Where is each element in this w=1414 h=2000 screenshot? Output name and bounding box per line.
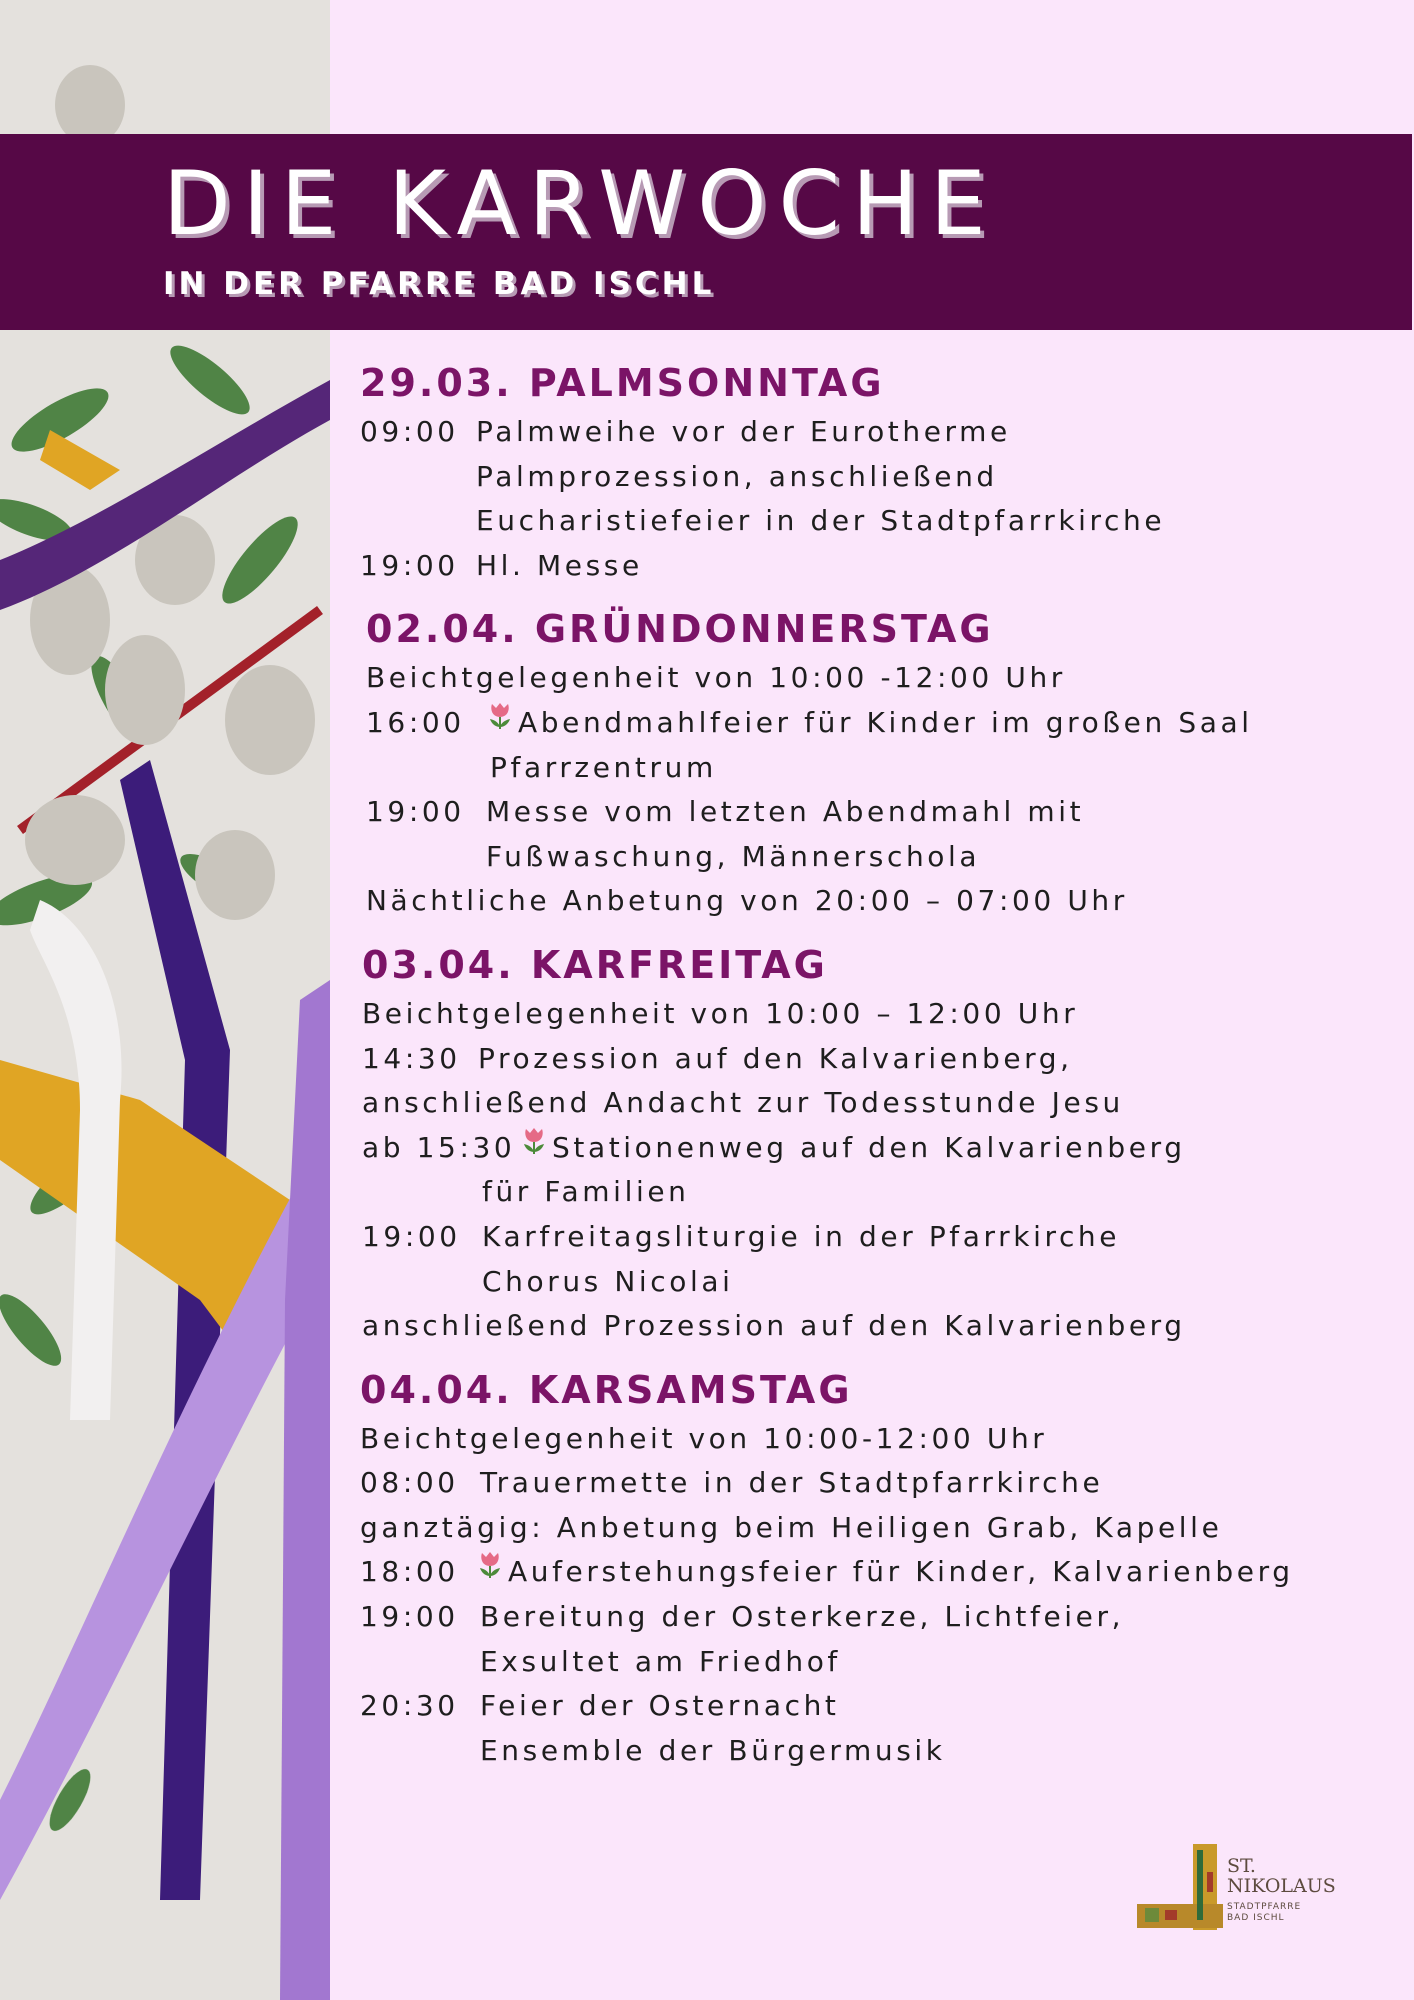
- event: Chorus Nicolai: [482, 1264, 734, 1298]
- event: Feier der Osternacht: [480, 1689, 840, 1723]
- event: Stationenweg auf den Kalvarienberg: [552, 1130, 1186, 1164]
- time: 20:30: [360, 1689, 459, 1723]
- event: Nächtliche Anbetung von 20:00 – 07:00 Uhr: [366, 884, 1128, 918]
- schedule-line: [366, 746, 1360, 791]
- event: Fußwaschung, Männerschola: [486, 839, 981, 873]
- time: 19:00: [362, 1219, 461, 1253]
- schedule: [360, 356, 1360, 1787]
- event: anschließend Andacht zur Todesstunde Jesu: [362, 1086, 1124, 1120]
- day-heading: 03.04. KARFREITAG: [362, 942, 828, 987]
- tulip-icon: [486, 701, 514, 731]
- time: 19:00: [366, 795, 465, 829]
- event: Palmweihe vor der Eurotherme: [476, 415, 1011, 448]
- event: anschließend Prozession auf den Kalvarienberg: [362, 1309, 1186, 1343]
- schedule-line: [366, 656, 1360, 701]
- logo-line-2: NIKOLAUS: [1227, 1875, 1336, 1897]
- event: ganztägig: Anbetung beim Heiligen Grab, Kapelle: [360, 1510, 1223, 1544]
- day-karfreitag: [360, 938, 1360, 1349]
- day-palmsonntag: [360, 356, 1360, 588]
- event: für Familien: [482, 1175, 690, 1209]
- event: Karfreitagsliturgie in der Pfarrkirche: [482, 1219, 1121, 1253]
- day-heading: 02.04. GRÜNDONNERSTAG: [366, 607, 994, 652]
- schedule-line: [360, 1729, 1360, 1774]
- schedule-line: [362, 992, 1360, 1037]
- schedule-line: [360, 1550, 1360, 1595]
- day-heading: 04.04. KARSAMSTAG: [360, 1367, 853, 1412]
- time: 14:30: [362, 1041, 461, 1075]
- logo-mark-icon: [1135, 1842, 1225, 1932]
- event: Beichtgelegenheit von 10:00-12:00 Uhr: [360, 1421, 1048, 1455]
- schedule-line: [360, 455, 1360, 500]
- schedule-line: [360, 499, 1360, 544]
- schedule-line: [360, 1417, 1360, 1462]
- schedule-line: [360, 410, 1360, 455]
- time: 08:00: [360, 1466, 459, 1500]
- time: 16:00: [366, 705, 465, 739]
- page-title: DIE KARWOCHE: [163, 152, 998, 255]
- schedule-line: [366, 790, 1360, 835]
- schedule-line: [362, 1304, 1360, 1349]
- tulip-icon: [476, 1550, 504, 1580]
- schedule-line: [366, 879, 1360, 924]
- logo-line-1: ST.: [1227, 1855, 1256, 1877]
- schedule-line: [366, 835, 1360, 880]
- event: Beichtgelegenheit von 10:00 – 12:00 Uhr: [362, 996, 1079, 1030]
- time: 19:00: [360, 1600, 459, 1634]
- event: Trauermette in der Stadtpfarrkirche: [480, 1466, 1104, 1500]
- logo-text: [1227, 1856, 1336, 1896]
- page-subtitle: IN DER PFARRE BAD ISCHL: [163, 266, 716, 302]
- event: Abendmahlfeier für Kinder im großen Saal: [518, 705, 1253, 739]
- time: 18:00: [360, 1555, 459, 1589]
- schedule-line: [362, 1126, 1360, 1171]
- time: 09:00: [360, 415, 459, 448]
- schedule-line: [362, 1081, 1360, 1126]
- event: Beichtgelegenheit von 10:00 -12:00 Uhr: [366, 661, 1066, 695]
- event: Prozession auf den Kalvarienberg,: [478, 1041, 1073, 1075]
- schedule-line: [360, 1506, 1360, 1551]
- time: 19:00: [360, 548, 459, 582]
- tulip-icon: [520, 1126, 548, 1156]
- event: Bereitung der Osterkerze, Lichtfeier,: [480, 1600, 1125, 1634]
- schedule-line: [360, 1684, 1360, 1729]
- event: Palmprozession, anschließend: [476, 459, 998, 493]
- logo-line-3: STADTPFARRE: [1227, 1902, 1302, 1912]
- time: ab 15:30: [362, 1130, 516, 1164]
- schedule-line: [360, 1640, 1360, 1685]
- schedule-line: [360, 544, 1360, 589]
- event: Eucharistiefeier in der Stadtpfarrkirche: [476, 504, 1166, 538]
- logo-line-4: BAD ISCHL: [1227, 1913, 1285, 1923]
- event: Hl. Messe: [476, 548, 643, 582]
- logo-subtext: [1227, 1902, 1301, 1924]
- schedule-line: [360, 1461, 1360, 1506]
- schedule-line: [366, 701, 1360, 746]
- day-gruendonnerstag: [360, 602, 1360, 924]
- event: Pfarrzentrum: [490, 750, 717, 784]
- schedule-line: [362, 1260, 1360, 1305]
- schedule-line: [362, 1170, 1360, 1215]
- schedule-line: [362, 1037, 1360, 1082]
- schedule-line: [362, 1215, 1360, 1260]
- day-karsamstag: [360, 1363, 1360, 1774]
- event: Ensemble der Bürgermusik: [480, 1733, 946, 1767]
- schedule-line: [360, 1595, 1360, 1640]
- parish-logo: [1135, 1842, 1336, 1936]
- event: Messe vom letzten Abendmahl mit: [486, 795, 1085, 829]
- event: Auferstehungsfeier für Kinder, Kalvarienberg: [508, 1555, 1294, 1589]
- day-heading: 29.03. PALMSONNTAG: [360, 361, 885, 405]
- event: Exsultet am Friedhof: [480, 1644, 841, 1678]
